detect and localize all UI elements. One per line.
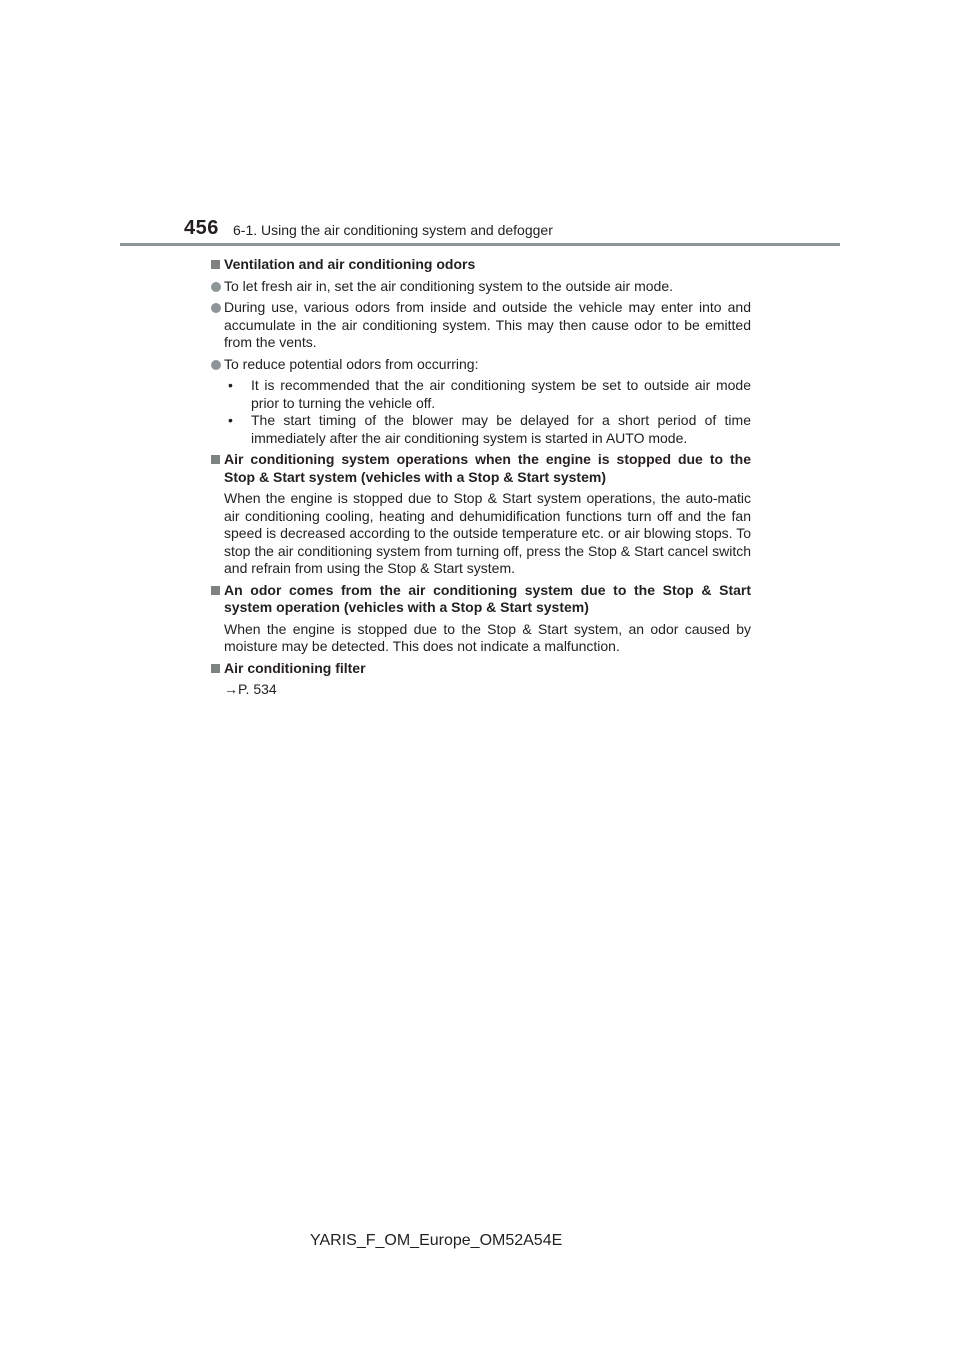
section-heading-text: Air conditioning filter — [224, 659, 366, 676]
sub-list-item — [228, 377, 751, 412]
paragraph: When the engine is stopped due to the Stop & Start system, an odor caused by moisture may be detected. This does not indicate a malfunction. — [224, 620, 751, 654]
list-item — [211, 299, 751, 352]
page-content — [211, 256, 751, 702]
dot-bullet-icon: • — [228, 412, 233, 428]
section-heading — [211, 660, 751, 678]
dot-bullet-icon: • — [228, 377, 233, 393]
list-item — [211, 278, 751, 296]
document-code: YARIS_F_OM_Europe_OM52A54E — [310, 1232, 563, 1249]
square-bullet-icon — [211, 260, 220, 269]
section-heading-text: Ventilation and air conditioning odors — [224, 256, 476, 272]
page-number: 456 — [184, 217, 219, 239]
list-item-text: To let fresh air in, set the air conditioning system to the outside air mode. — [224, 277, 674, 294]
square-bullet-icon — [211, 455, 220, 464]
section-heading-text: An odor comes from the air conditioning system due to the Stop & Start system operation (vehicles with a Stop & Start system) — [224, 581, 751, 615]
section-stop-start-operations — [211, 451, 751, 578]
circle-bullet-icon — [211, 282, 221, 292]
circle-bullet-icon — [211, 303, 221, 313]
section-heading — [211, 256, 751, 274]
section-heading — [211, 582, 751, 617]
section-ventilation-odors — [211, 256, 751, 447]
header-divider — [120, 243, 840, 246]
list-item-text: To reduce potential odors from occurring: — [224, 355, 479, 372]
page-reference-link[interactable]: →P. 534 — [224, 681, 277, 697]
square-bullet-icon — [211, 586, 220, 595]
square-bullet-icon — [211, 664, 220, 673]
section-heading — [211, 451, 751, 486]
sub-list-item-text: It is recommended that the air conditioning system be set to outside air mode prior to turning the vehicle off. — [251, 377, 751, 411]
list-item-text: During use, various odors from inside and outside the vehicle may enter into and accumulate in the air conditioning system. This may then cause odor to be emitted from the vents. — [224, 299, 751, 350]
circle-bullet-icon — [211, 360, 221, 370]
section-stop-start-odor — [211, 582, 751, 656]
section-air-filter — [211, 660, 751, 699]
list-item — [211, 356, 751, 374]
sub-list-item — [228, 412, 751, 447]
sub-list-item-text: The start timing of the blower may be delayed for a short period of time immediately after the air conditioning system is started in AUTO mode. — [251, 412, 751, 446]
chapter-title: 6-1. Using the air conditioning system and defogger — [233, 222, 553, 238]
paragraph: When the engine is stopped due to Stop & Start system operations, the auto-matic air conditioning cooling, heating and dehumidification functions turn off and the fan speed is decreased according to the outside temperature etc. or air blowing stops. To stop the air conditioning system from turning off, press the Stop & Start cancel switch and refrain from using the Stop & Start system. — [224, 490, 751, 576]
section-heading-text: Air conditioning system operations when the engine is stopped due to the Stop & Start system (vehicles with a Stop & Start system) — [224, 451, 751, 485]
